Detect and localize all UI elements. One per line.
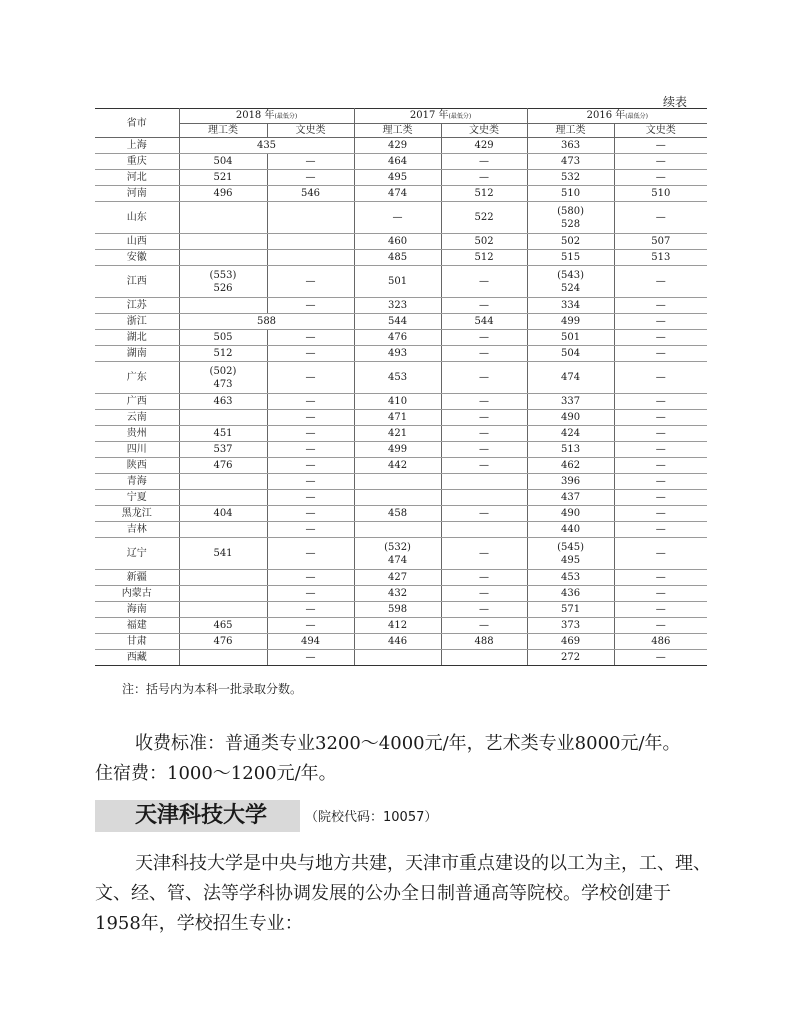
score-cell: — — [441, 170, 527, 186]
score-cell: 512 — [179, 346, 267, 362]
score-cell: — — [267, 330, 354, 346]
score-cell: — — [614, 138, 707, 154]
score-cell-merged: 435 — [179, 138, 354, 154]
score-cell: — — [441, 394, 527, 410]
score-cell: — — [441, 570, 527, 586]
score-cell: — — [267, 442, 354, 458]
province-cell: 甘肃 — [95, 634, 179, 650]
score-cell: (502) 473 — [179, 362, 267, 394]
score-cell: 513 — [614, 250, 707, 266]
score-cell: — — [267, 154, 354, 170]
score-cell: 501 — [527, 330, 614, 346]
province-cell: 黑龙江 — [95, 506, 179, 522]
score-cell — [179, 410, 267, 426]
score-cell — [179, 234, 267, 250]
score-cell — [354, 650, 441, 666]
score-cell: — — [441, 602, 527, 618]
table-row — [95, 298, 707, 314]
province-cell: 陕西 — [95, 458, 179, 474]
table-row — [95, 570, 707, 586]
score-cell: — — [267, 170, 354, 186]
province-cell: 宁夏 — [95, 490, 179, 506]
score-cell: (532) 474 — [354, 538, 441, 570]
score-cell: — — [614, 330, 707, 346]
score-cell — [354, 490, 441, 506]
province-cell: 福建 — [95, 618, 179, 634]
score-cell: 427 — [354, 570, 441, 586]
province-cell: 江西 — [95, 266, 179, 298]
score-cell: 469 — [527, 634, 614, 650]
score-cell: — — [614, 410, 707, 426]
score-cell: — — [614, 650, 707, 666]
table-footnote: 注：括号内为本科一批录取分数。 — [122, 682, 303, 696]
score-cell: 510 — [527, 186, 614, 202]
score-cell: 490 — [527, 410, 614, 426]
table-row — [95, 410, 707, 426]
score-cell: 499 — [527, 314, 614, 330]
score-cell — [179, 586, 267, 602]
score-cell: (553) 526 — [179, 266, 267, 298]
score-cell — [179, 202, 267, 234]
score-cell: — — [614, 426, 707, 442]
province-cell: 新疆 — [95, 570, 179, 586]
score-cell: — — [267, 426, 354, 442]
score-cell: — — [614, 538, 707, 570]
score-cell: 488 — [441, 634, 527, 650]
science-header: 理工类 — [179, 124, 267, 138]
table-row — [95, 346, 707, 362]
score-cell: 512 — [441, 186, 527, 202]
score-cell: 436 — [527, 586, 614, 602]
score-cell: — — [267, 522, 354, 538]
table-row — [95, 634, 707, 650]
score-cell: 505 — [179, 330, 267, 346]
year-header-row — [95, 109, 707, 124]
table-row — [95, 394, 707, 410]
score-cell: 412 — [354, 618, 441, 634]
score-cell: 501 — [354, 266, 441, 298]
score-cell: 464 — [354, 154, 441, 170]
score-cell — [441, 650, 527, 666]
score-cell: — — [441, 458, 527, 474]
score-cell: — — [614, 154, 707, 170]
score-cell: — — [267, 506, 354, 522]
score-cell: 442 — [354, 458, 441, 474]
score-cell: 373 — [527, 618, 614, 634]
score-cell: — — [267, 394, 354, 410]
score-cell: 473 — [527, 154, 614, 170]
score-cell: 507 — [614, 234, 707, 250]
province-cell: 内蒙古 — [95, 586, 179, 602]
score-cell: (580) 528 — [527, 202, 614, 234]
table-row — [95, 506, 707, 522]
score-cell: 494 — [267, 634, 354, 650]
score-cell: (543) 524 — [527, 266, 614, 298]
score-cell: — — [614, 474, 707, 490]
table-row — [95, 442, 707, 458]
score-cell: — — [267, 650, 354, 666]
score-cell: — — [614, 394, 707, 410]
score-cell: 474 — [527, 362, 614, 394]
score-cell: — — [267, 538, 354, 570]
score-cell: — — [267, 618, 354, 634]
score-cell: — — [441, 506, 527, 522]
score-cell: 490 — [527, 506, 614, 522]
table-row — [95, 650, 707, 666]
score-cell: 272 — [527, 650, 614, 666]
score-cell: 493 — [354, 346, 441, 362]
province-cell: 湖南 — [95, 346, 179, 362]
score-cell: — — [267, 346, 354, 362]
score-cell: 363 — [527, 138, 614, 154]
score-cell: 495 — [354, 170, 441, 186]
score-cell: — — [267, 410, 354, 426]
table-row — [95, 266, 707, 298]
category-header-row — [95, 124, 707, 138]
province-cell: 海南 — [95, 602, 179, 618]
province-cell: 山东 — [95, 202, 179, 234]
score-cell — [441, 490, 527, 506]
score-cell: — — [267, 458, 354, 474]
score-cell: 486 — [614, 634, 707, 650]
university-name-heading: 天津科技大学 — [95, 800, 300, 832]
score-cell — [179, 250, 267, 266]
score-cell — [441, 474, 527, 490]
province-cell: 辽宁 — [95, 538, 179, 570]
university-intro-paragraph — [95, 849, 715, 939]
score-cell: 465 — [179, 618, 267, 634]
score-cell: — — [614, 202, 707, 234]
score-cell: 458 — [354, 506, 441, 522]
score-cell: — — [441, 538, 527, 570]
table-row — [95, 362, 707, 394]
score-cell: — — [614, 618, 707, 634]
year-header-2016: 2016 年(最低分) — [527, 109, 707, 124]
score-cell: 504 — [179, 154, 267, 170]
score-cell: — — [614, 506, 707, 522]
university-intro-text: 天津科技大学是中央与地方共建，天津市重点建设的以工为主，工、理、文、经、管、法等学科协调发展的公办全日制普通高等院校。学校创建于1958年，学校招生专业： — [95, 853, 711, 934]
score-cell: 334 — [527, 298, 614, 314]
province-cell: 广东 — [95, 362, 179, 394]
province-cell: 湖北 — [95, 330, 179, 346]
score-cell: 544 — [441, 314, 527, 330]
score-cell: — — [267, 586, 354, 602]
score-cell: 476 — [179, 634, 267, 650]
score-cell — [179, 298, 267, 314]
score-cell: 499 — [354, 442, 441, 458]
score-cell: 453 — [527, 570, 614, 586]
score-cell: 432 — [354, 586, 441, 602]
score-cell: — — [614, 442, 707, 458]
score-cell: 504 — [527, 346, 614, 362]
score-cell: — — [267, 362, 354, 394]
table-row — [95, 154, 707, 170]
score-cell: 421 — [354, 426, 441, 442]
province-cell: 河南 — [95, 186, 179, 202]
score-cell: — — [614, 170, 707, 186]
score-cell: — — [441, 410, 527, 426]
score-cell: 463 — [179, 394, 267, 410]
score-cell: — — [614, 522, 707, 538]
year-header-2018: 2018 年(最低分) — [179, 109, 354, 124]
score-cell: 451 — [179, 426, 267, 442]
province-cell: 吉林 — [95, 522, 179, 538]
score-cell — [179, 570, 267, 586]
score-cell — [441, 522, 527, 538]
score-cell: 546 — [267, 186, 354, 202]
score-cell: — — [614, 602, 707, 618]
score-cell: 453 — [354, 362, 441, 394]
science-header: 理工类 — [527, 124, 614, 138]
score-cell: 323 — [354, 298, 441, 314]
score-cell: 515 — [527, 250, 614, 266]
score-cell: — — [441, 266, 527, 298]
score-cell: — — [441, 586, 527, 602]
table-row — [95, 474, 707, 490]
table-row — [95, 330, 707, 346]
table-row — [95, 586, 707, 602]
province-cell: 重庆 — [95, 154, 179, 170]
continued-table-label: 续表 — [662, 95, 687, 109]
table-row — [95, 138, 707, 154]
admission-score-table — [95, 108, 707, 666]
score-cell — [179, 522, 267, 538]
score-cell: — — [267, 490, 354, 506]
table-row — [95, 202, 707, 234]
arts-header: 文史类 — [267, 124, 354, 138]
table-row — [95, 314, 707, 330]
score-cell: — — [614, 266, 707, 298]
score-cell — [179, 474, 267, 490]
province-cell: 江苏 — [95, 298, 179, 314]
score-cell — [179, 650, 267, 666]
province-cell: 山西 — [95, 234, 179, 250]
score-cell: 337 — [527, 394, 614, 410]
score-cell: 462 — [527, 458, 614, 474]
table-row — [95, 602, 707, 618]
score-cell: — — [267, 474, 354, 490]
score-cell: — — [614, 586, 707, 602]
score-cell: 512 — [441, 250, 527, 266]
arts-header: 文史类 — [614, 124, 707, 138]
score-cell: 429 — [441, 138, 527, 154]
arts-header: 文史类 — [441, 124, 527, 138]
score-cell: — — [267, 266, 354, 298]
score-cell: — — [441, 618, 527, 634]
score-cell: 571 — [527, 602, 614, 618]
score-cell: 544 — [354, 314, 441, 330]
score-cell: 541 — [179, 538, 267, 570]
score-cell: — — [441, 442, 527, 458]
score-cell: 446 — [354, 634, 441, 650]
score-cell: — — [267, 298, 354, 314]
table-row — [95, 250, 707, 266]
province-cell: 四川 — [95, 442, 179, 458]
tuition-text: 收费标准：普通类专业3200～4000元/年，艺术类专业8000元/年。 — [135, 733, 681, 754]
score-cell: 476 — [354, 330, 441, 346]
score-cell: 474 — [354, 186, 441, 202]
score-cell: 510 — [614, 186, 707, 202]
province-cell: 浙江 — [95, 314, 179, 330]
score-cell: — — [267, 602, 354, 618]
province-cell: 云南 — [95, 410, 179, 426]
score-cell — [354, 522, 441, 538]
score-cell: 537 — [179, 442, 267, 458]
score-cell: — — [614, 570, 707, 586]
score-cell — [267, 202, 354, 234]
table-row — [95, 618, 707, 634]
table-row — [95, 522, 707, 538]
score-cell: — — [441, 346, 527, 362]
score-cell: (545) 495 — [527, 538, 614, 570]
score-cell: — — [614, 314, 707, 330]
score-cell: 437 — [527, 490, 614, 506]
table-row — [95, 458, 707, 474]
score-cell: — — [614, 298, 707, 314]
province-cell: 西藏 — [95, 650, 179, 666]
score-cell: 532 — [527, 170, 614, 186]
score-cell: 522 — [441, 202, 527, 234]
score-cell: 485 — [354, 250, 441, 266]
table-row — [95, 426, 707, 442]
score-cell — [179, 602, 267, 618]
score-cell: 396 — [527, 474, 614, 490]
score-cell: — — [441, 330, 527, 346]
province-header: 省市 — [95, 109, 179, 138]
table-row — [95, 490, 707, 506]
score-cell — [354, 474, 441, 490]
score-cell-merged: 588 — [179, 314, 354, 330]
score-cell: — — [441, 426, 527, 442]
score-cell: 513 — [527, 442, 614, 458]
score-cell — [267, 234, 354, 250]
score-cell: 410 — [354, 394, 441, 410]
score-cell: — — [614, 346, 707, 362]
score-cell: 429 — [354, 138, 441, 154]
score-cell — [267, 250, 354, 266]
score-cell: 424 — [527, 426, 614, 442]
province-cell: 贵州 — [95, 426, 179, 442]
table-row — [95, 538, 707, 570]
score-cell: 598 — [354, 602, 441, 618]
province-cell: 青海 — [95, 474, 179, 490]
score-cell: 521 — [179, 170, 267, 186]
score-cell: 476 — [179, 458, 267, 474]
accommodation-text: 住宿费：1000～1200元/年。 — [95, 763, 337, 784]
score-cell: 496 — [179, 186, 267, 202]
table-row — [95, 186, 707, 202]
score-cell: — — [441, 154, 527, 170]
score-cell — [179, 490, 267, 506]
score-cell: — — [614, 362, 707, 394]
score-cell: 471 — [354, 410, 441, 426]
table-row — [95, 234, 707, 250]
year-header-2017: 2017 年(最低分) — [354, 109, 527, 124]
score-cell: — — [267, 570, 354, 586]
score-cell: — — [614, 490, 707, 506]
score-cell: 404 — [179, 506, 267, 522]
score-cell: 460 — [354, 234, 441, 250]
institution-code: （院校代码：10057） — [305, 810, 438, 825]
score-cell: — — [614, 458, 707, 474]
science-header: 理工类 — [354, 124, 441, 138]
score-cell: 502 — [441, 234, 527, 250]
score-cell: 440 — [527, 522, 614, 538]
score-cell: — — [441, 362, 527, 394]
province-cell: 安徽 — [95, 250, 179, 266]
score-cell: 502 — [527, 234, 614, 250]
province-cell: 上海 — [95, 138, 179, 154]
score-cell: — — [354, 202, 441, 234]
province-cell: 河北 — [95, 170, 179, 186]
table-row — [95, 170, 707, 186]
province-cell: 广西 — [95, 394, 179, 410]
fee-paragraph — [95, 729, 715, 789]
score-cell: — — [441, 298, 527, 314]
